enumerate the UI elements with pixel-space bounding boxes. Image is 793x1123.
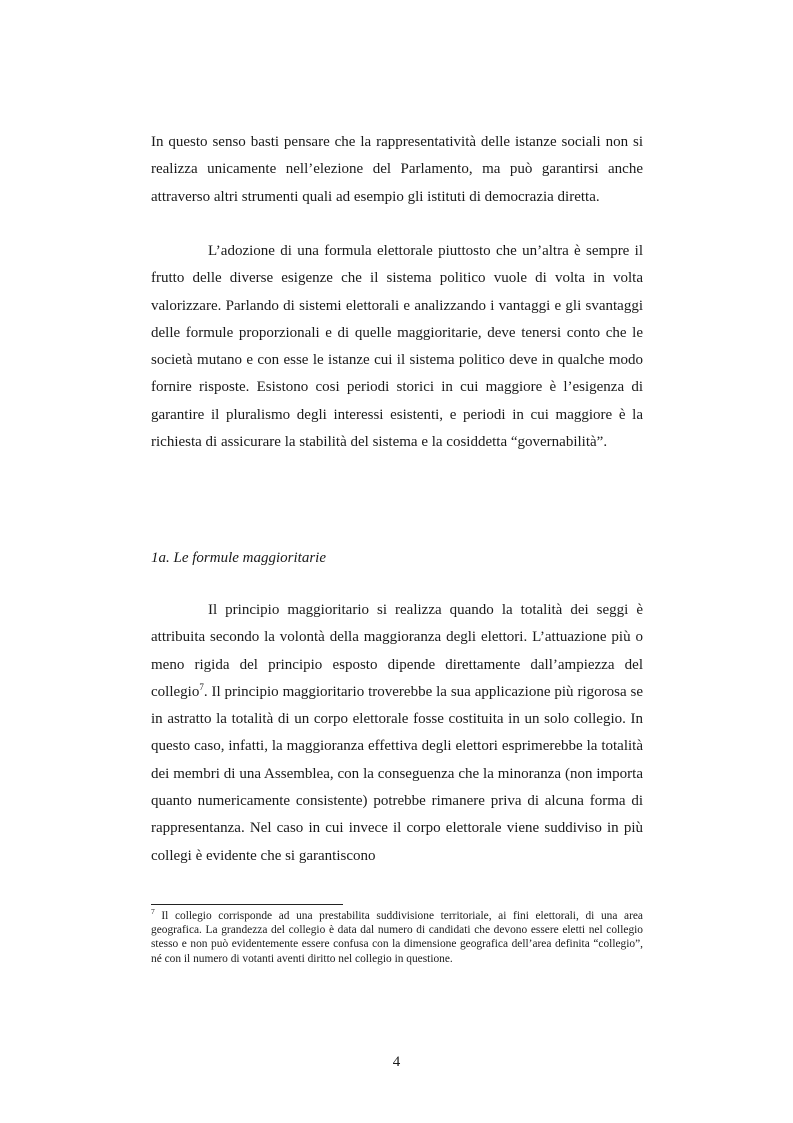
paragraph-3	[151, 597, 643, 870]
paragraph-3-before-ref: Il principio maggioritario si realizza quando la totalità dei seggi è attribuita secondo la volontà della maggioranza degli elettori. L’attuazione più o meno rigida del principio esposto dipende direttamente dall’ampiezza del collegio	[151, 602, 643, 700]
paragraph-1	[151, 129, 643, 211]
footnote-body: Il collegio corrisponde ad una prestabilita suddivisione territoriale, ai fini elettorali, di una area geografica. La grandezza del collegio è data dal numero di candidati che devono essere eletti nel collegio stesso e non può evidentemente essere confusa con la dimensione geografica dell’area definita “collegio”, né con il numero di votanti aventi diritto nel collegio in questione.	[151, 910, 643, 965]
footnote-reference[interactable]: 7	[199, 681, 204, 692]
paragraph-2	[151, 238, 643, 456]
page-number: 4	[392, 1054, 401, 1070]
footnote-separator	[151, 904, 343, 905]
footnote-text	[151, 909, 643, 966]
footnote-number: 7	[151, 907, 155, 917]
paragraph-2-text: L’adozione di una formula elettorale piuttosto che un’altra è sempre il frutto delle diverse esigenze che il sistema politico vuole di volta in volta valorizzare. Parlando di sistemi elettorali e analizzando i vantaggi e gli svantaggi delle formule proporzionali e di quelle maggioritarie, deve tenersi conto che le società mutano e con esse le istanze cui il sistema politico deve in qualche modo fornire risposte. Esistono cosi periodi storici in cui maggiore è l’esigenza di garantire il pluralismo degli interessi esistenti, e periodi in cui maggiore è la richiesta di assicurare la stabilità del sistema e la cosiddetta “governabilità”.	[151, 243, 643, 451]
footnote	[151, 909, 643, 966]
section-heading: 1a. Le formule maggioritarie	[151, 550, 326, 566]
paragraph-1-text: In questo senso basti pensare che la rappresentatività delle istanze sociali non si realizza unicamente nell’elezione del Parlamento, ma può garantirsi anche attraverso altri strumenti quali ad esempio gli istituti di democrazia diretta.	[151, 134, 643, 205]
paragraph-3-text	[151, 597, 643, 870]
paragraph-3-after-ref: . Il principio maggioritario troverebbe la sua applicazione più rigorosa se in astratto la totalità di un corpo elettorale fosse costituita in un solo collegio. In questo caso, infatti, la maggioranza effettiva degli elettori esprimerebbe la totalità dei membri di una Assemblea, con la conseguenza che la minoranza (non importa quanto numericamente consistente) potrebbe rimanere priva di alcuna forma di rappresentanza. Nel caso in cui invece il corpo elettorale viene suddiviso in più collegi è evidente che si garantiscono	[151, 683, 643, 864]
